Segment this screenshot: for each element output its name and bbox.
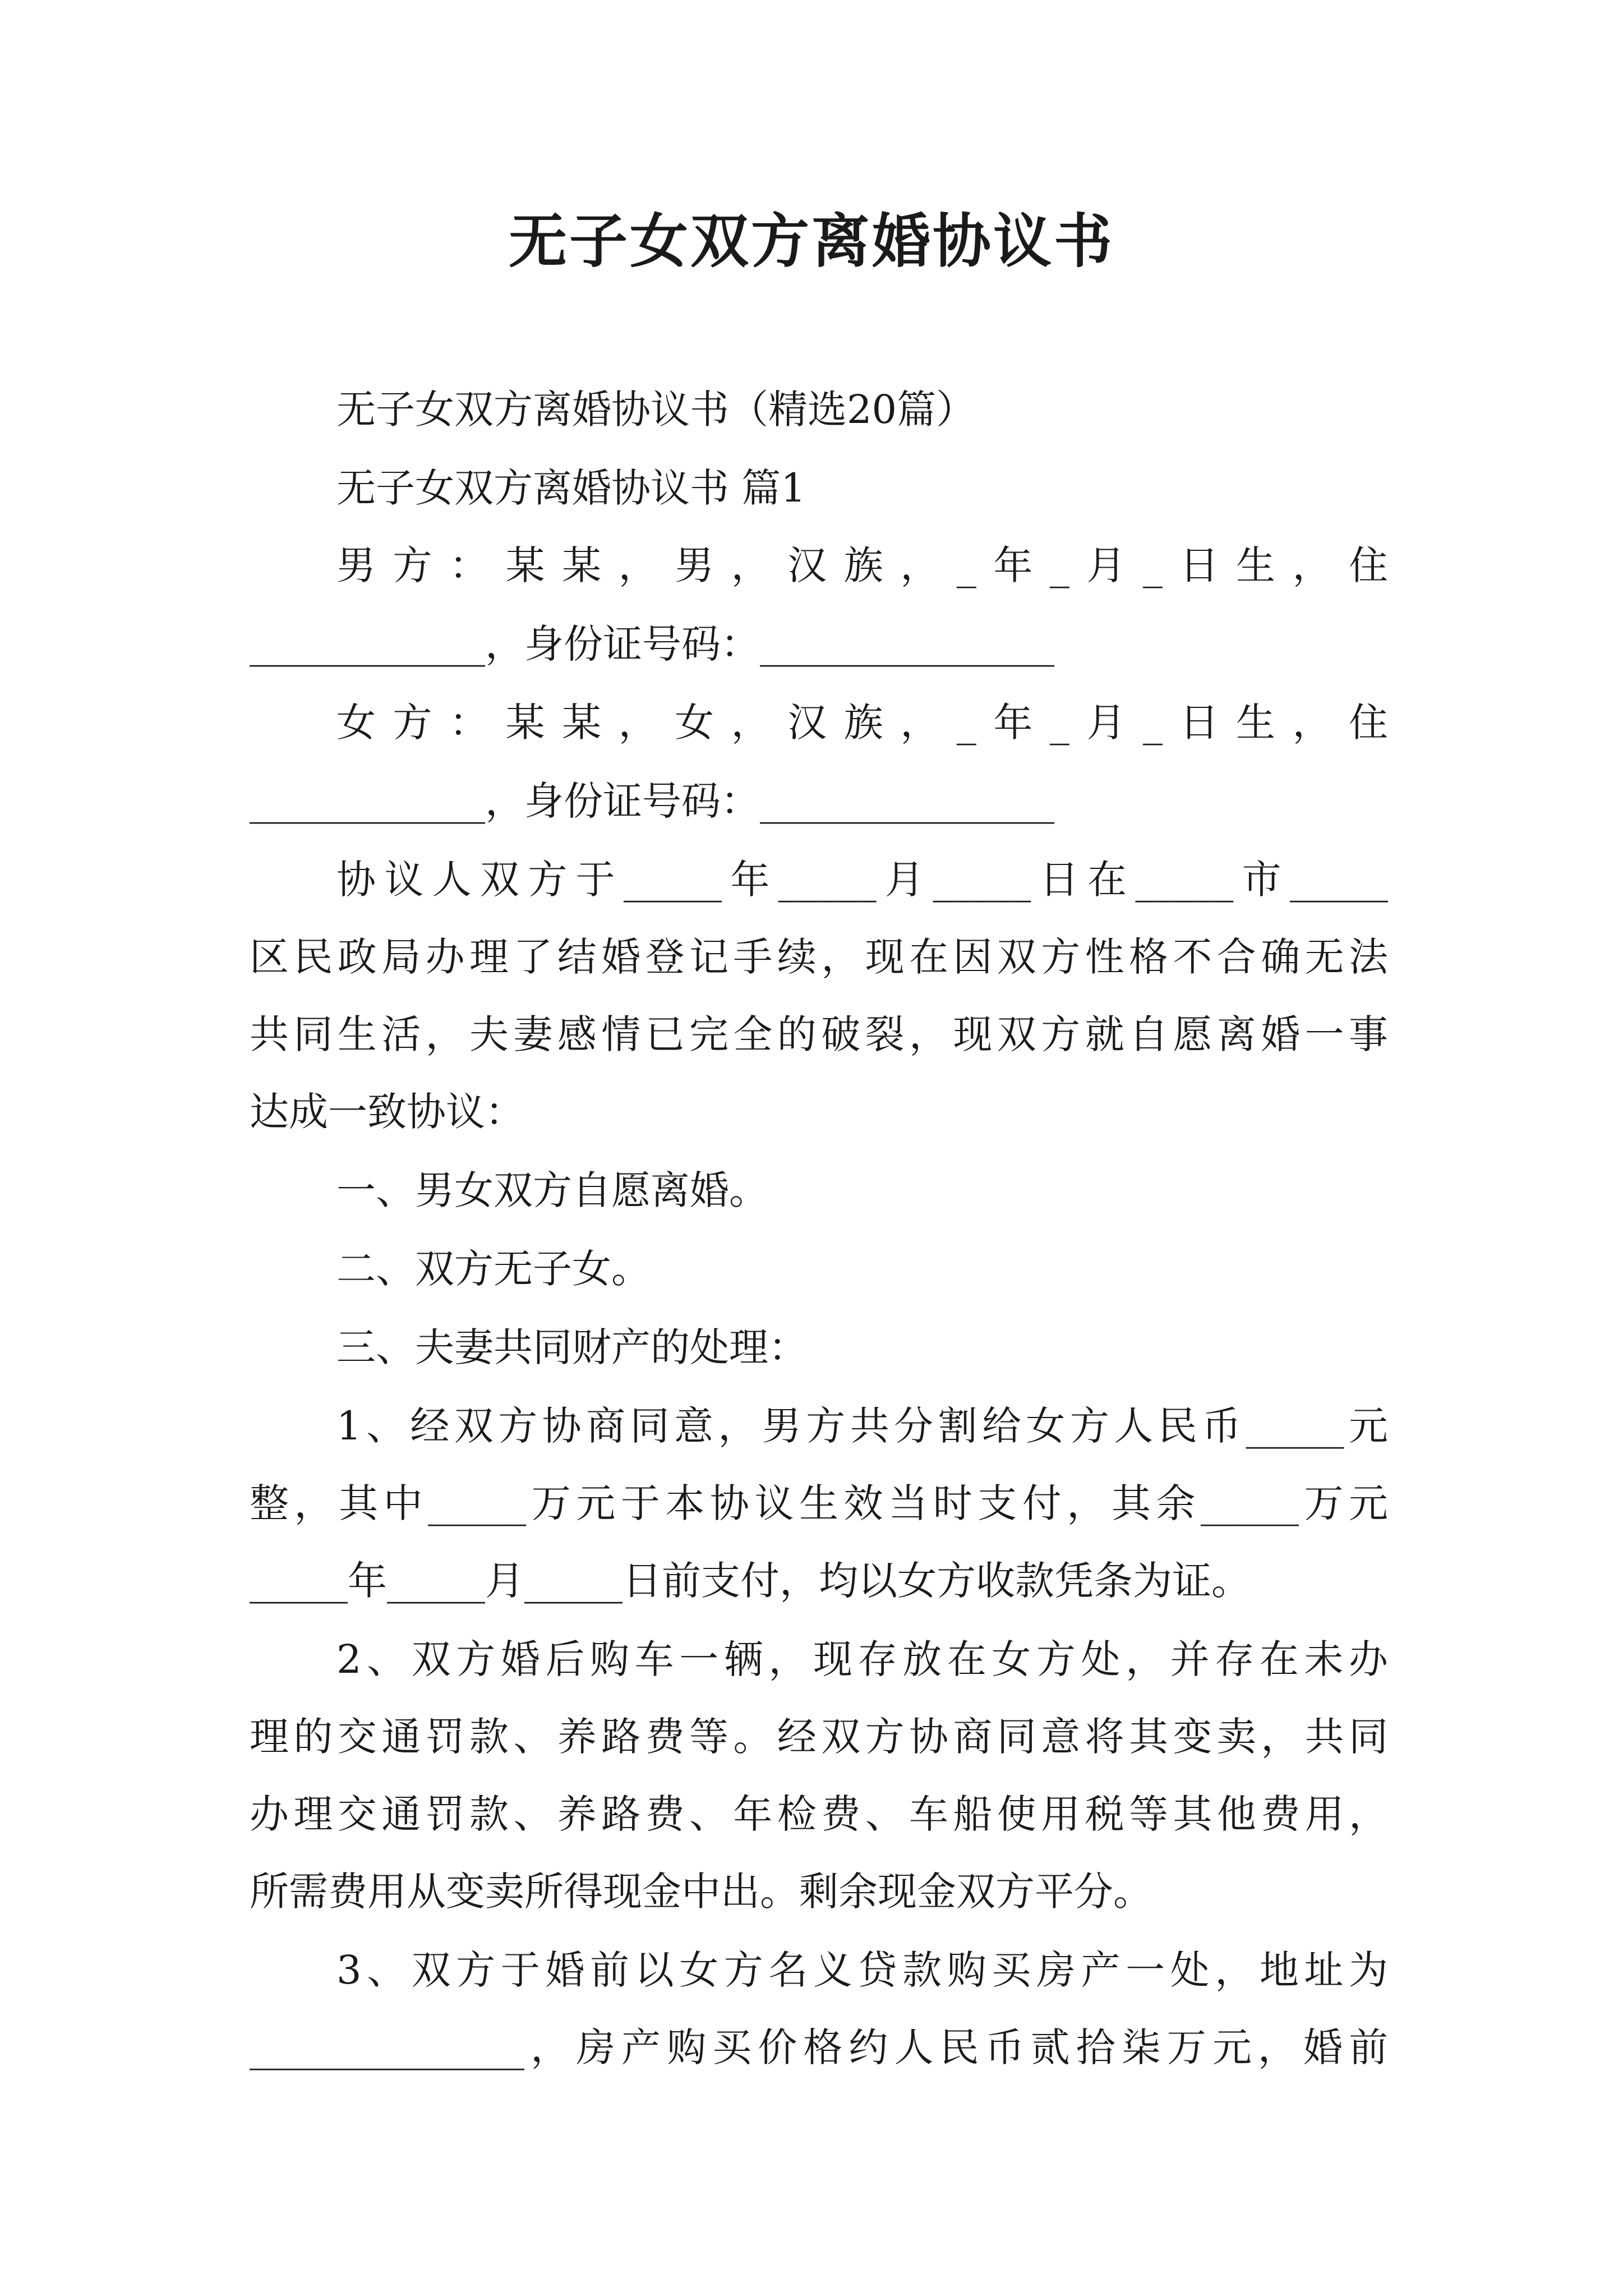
paragraph-line: 理的交通罚款、养路费等。经双方协商同意将其变卖，共同 [250,1714,1388,1760]
paragraph-line: 整，其中_____万元于本协议生效当时支付，其余_____万元 [250,1480,1388,1526]
document-title: 无子女双方离婚协议书 [508,206,1114,275]
paragraph-line: 1、经双方协商同意，男方共分割给女方人民币_____元 [336,1403,1388,1449]
clause-line: 二、双方无子女。 [336,1246,651,1292]
clause-line: 三、夫妻共同财产的处理： [336,1324,808,1370]
paragraph-line: 办理交通罚款、养路费、年检费、车船使用税等其他费用， [250,1791,1388,1837]
female-party-id-line: ____________，身份证号码：_______________ [250,778,1054,824]
paragraph-line: ______________，房产购买价格约人民币贰拾柒万元，婚前 [250,2024,1388,2070]
paragraph-line: 达成一致协议： [250,1089,524,1135]
clause-line: 一、男女双方自愿离婚。 [336,1167,768,1213]
paragraph-line: 区民政局办理了结婚登记手续，现在因双方性格不合确无法 [250,934,1388,980]
paragraph-line: 协议人双方于_____年_____月_____日在_____市_____ [336,857,1388,903]
paragraph-line: 所需费用从变卖所得现金中出。剩余现金双方平分。 [250,1869,1152,1915]
paragraph-line: 共同生活，夫妻感情已完全的破裂，现双方就自愿离婚一事 [250,1011,1388,1057]
paragraph-line: _____年_____月_____日前支付，均以女方收款凭条为证。 [250,1558,1251,1604]
section-heading: 无子女双方离婚协议书 篇1 [336,465,806,511]
paragraph-line: 2、双方婚后购车一辆，现存放在女方处，并存在未办 [336,1636,1388,1682]
male-party-line: 男方：某某，男，汉族，_年_月_日生，住 [336,542,1388,588]
female-party-line: 女方：某某，女，汉族，_年_月_日生，住 [336,700,1388,746]
male-party-id-line: ____________，身份证号码：_______________ [250,621,1054,667]
subtitle-line: 无子女双方离婚协议书（精选20篇） [336,386,976,432]
paragraph-line: 3、双方于婚前以女方名义贷款购买房产一处，地址为 [336,1947,1388,1993]
